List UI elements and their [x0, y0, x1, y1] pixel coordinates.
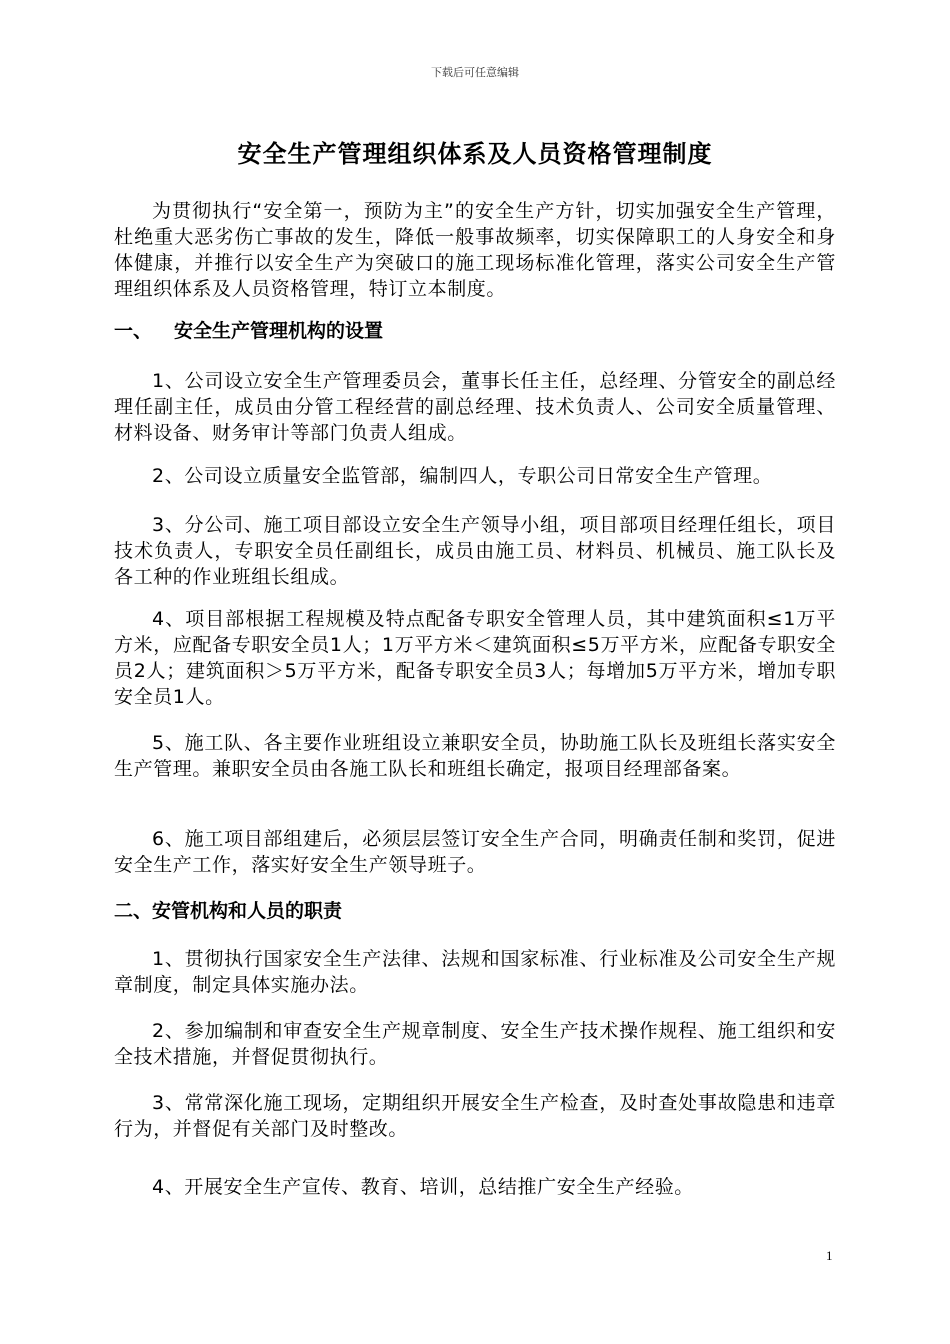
intro-paragraph: 为贯彻执行“安全第一，预防为主”的安全生产方针，切实加强安全生产管理，杜绝重大恶劣伤亡事故的发生，降低一般事故频率，切实保障职工的人身安全和身体健康，并推行以安全生产为突破口的施工现场标准化管理，落实公司安全生产管理组织体系及人员资格管理，特订立本制度。 [114, 200, 836, 300]
section-1-item-5: 5、施工队、各主要作业班组设立兼职安全员，协助施工队长及班组长落实安全生产管理。兼职安全员由各施工队长和班组长确定，报项目经理部备案。 [114, 732, 836, 780]
section-1-item-2: 2、公司设立质量安全监管部，编制四人，专职公司日常安全生产管理。 [152, 465, 773, 487]
page-number: 1 [826, 1248, 833, 1263]
section-2-item-4: 4、开展安全生产宣传、教育、培训，总结推广安全生产经验。 [152, 1176, 694, 1198]
section-2-item-1: 1、贯彻执行国家安全生产法律、法规和国家标准、行业标准及公司安全生产规章制度，制定具体实施办法。 [114, 948, 836, 996]
section-1-item-4: 4、项目部根据工程规模及特点配备专职安全管理人员，其中建筑面积≤1万平方米，应配备专职安全员1人；1万平方米＜建筑面积≤5万平方米，应配备专职安全员2人；建筑面积＞5万平方米，配备专职安全员3人；每增加5万平方米，增加专职安全员1人。 [114, 608, 836, 708]
section-1-item-6: 6、施工项目部组建后，必须层层签订安全生产合同，明确责任制和奖罚，促进安全生产工作，落实好安全生产领导班子。 [114, 828, 836, 876]
section-1-item-1: 1、公司设立安全生产管理委员会，董事长任主任，总经理、分管安全的副总经理任副主任，成员由分管工程经营的副总经理、技术负责人、公司安全质量管理、材料设备、财务审计等部门负责人组成。 [114, 370, 836, 444]
document-title: 安全生产管理组织体系及人员资格管理制度 [237, 140, 713, 168]
section-1-number: 一、 [114, 320, 153, 342]
section-2-item-2: 2、参加编制和审查安全生产规章制度、安全生产技术操作规程、施工组织和安全技术措施，并督促贯彻执行。 [114, 1020, 836, 1068]
section-1-title: 安全生产管理机构的设置 [174, 320, 384, 342]
header-note: 下载后可任意编辑 [431, 66, 519, 79]
section-1-item-3: 3、分公司、施工项目部设立安全生产领导小组，项目部项目经理任组长，项目技术负责人，专职安全员任副组长，成员由施工员、材料员、机械员、施工队长及各工种的作业班组长组成。 [114, 514, 836, 588]
section-2-item-3: 3、常常深化施工现场，定期组织开展安全生产检查，及时查处事故隐患和违章行为，并督促有关部门及时整改。 [114, 1092, 836, 1140]
section-2-heading: 二、安管机构和人员的职责 [114, 900, 343, 922]
section-1-heading [114, 318, 836, 344]
